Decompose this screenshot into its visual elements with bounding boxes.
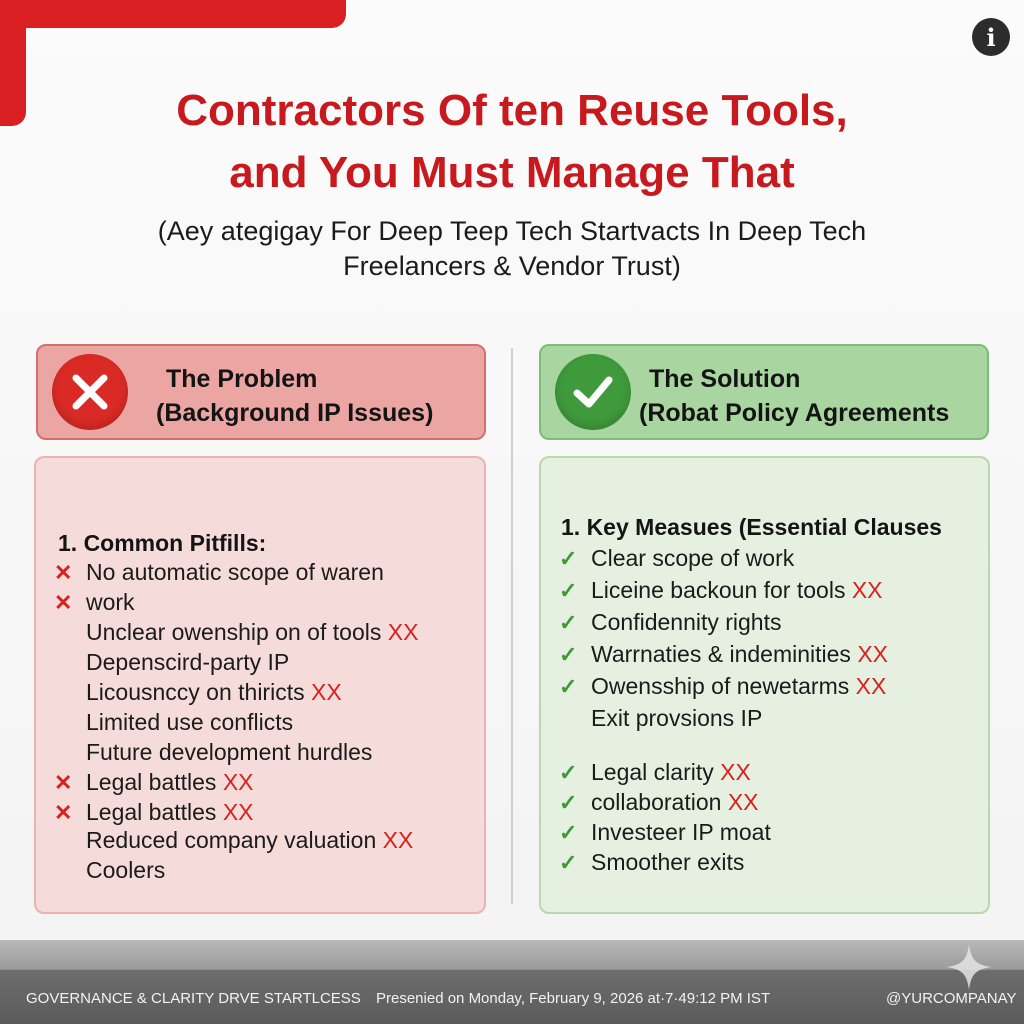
- list-item-text: Unclear owenship on of tools: [86, 619, 382, 645]
- list-item-text: Liceine backoun for tools: [591, 577, 846, 603]
- list-item-text: Legal battles: [86, 769, 217, 795]
- flag-label: XX: [222, 769, 254, 795]
- checkmark-icon: ✓: [559, 642, 578, 667]
- solution-header-title: [639, 362, 949, 430]
- list-item: [559, 544, 794, 573]
- checkmark-icon: ✓: [559, 546, 578, 571]
- footer-tagline: GOVERNANCE & CLARITY DRVE STARTLCESS: [26, 990, 361, 1007]
- sparkle-icon: [944, 942, 994, 992]
- list-item-text: Owensship of newetarms: [591, 673, 850, 699]
- list-item: [54, 648, 289, 676]
- solution-header-line-1: The Solution: [649, 365, 801, 393]
- list-item: [559, 576, 883, 605]
- checkmark-icon: ✓: [559, 820, 578, 845]
- flag-label: XX: [855, 673, 887, 699]
- flag-label: XX: [727, 789, 759, 815]
- problem-section-heading: 1. Common Pitfills:: [58, 530, 267, 556]
- list-item-text: Legal battles: [86, 799, 217, 825]
- footer-presented-date: Presenied on Monday, February 9, 2026 at·7·49:12 PM IST: [376, 990, 771, 1007]
- list-item-text: Smoother exits: [591, 849, 745, 875]
- checkmark-icon: ✓: [559, 790, 578, 815]
- list-item-text: Clear scope of work: [591, 545, 795, 571]
- list-item-text: Coolers: [86, 857, 166, 883]
- list-item: [559, 608, 782, 637]
- solution-header-card: [539, 344, 989, 440]
- list-item-text: Limited use conflicts: [86, 709, 294, 735]
- list-item: [559, 788, 759, 817]
- page-subtitle: [0, 214, 1024, 284]
- list-item: [559, 758, 751, 787]
- list-item: [559, 848, 744, 877]
- flag-label: XX: [310, 679, 342, 705]
- title-line-1: Contractors Of ten Reuse Tools,: [176, 86, 848, 135]
- problem-header-line-1: The Problem: [166, 365, 318, 393]
- list-item-text: Future development hurdles: [86, 739, 373, 765]
- list-item: [559, 818, 771, 847]
- list-item-text: Licousnccy on thiricts: [86, 679, 305, 705]
- flag-label: XX: [387, 619, 419, 645]
- checkmark-icon: ✓: [559, 610, 578, 635]
- top-accent-bar: [0, 0, 346, 28]
- flag-label: XX: [382, 827, 414, 853]
- problem-header-title: [156, 362, 433, 430]
- list-item-text: Investeer IP moat: [591, 819, 771, 845]
- info-icon[interactable]: i: [972, 18, 1010, 56]
- list-item: [559, 640, 888, 669]
- page-title: [0, 80, 1024, 204]
- column-divider: [511, 348, 513, 904]
- checkmark-icon: ✓: [559, 760, 578, 785]
- solution-header-line-2: (Robat Policy Agreements: [639, 399, 950, 427]
- x-mark-icon: ✕: [54, 590, 73, 615]
- list-item-text: Reduced company valuation: [86, 827, 377, 853]
- flag-label: XX: [851, 577, 883, 603]
- solution-body-card: [539, 456, 990, 914]
- subtitle-line-1: (Aey ategigay For Deep Teep Tech Startvacts In Deep Tech: [157, 216, 867, 246]
- problem-body-card: [34, 456, 486, 914]
- checkmark-icon: ✓: [559, 578, 578, 603]
- list-item: [54, 798, 254, 827]
- list-item-text: Legal clarity: [591, 759, 714, 785]
- list-item-text: Confidennity rights: [591, 609, 782, 635]
- list-item-text: No automatic scope of waren: [86, 559, 384, 585]
- problem-header-line-2: (Background IP Issues): [156, 399, 434, 427]
- solution-section-heading: 1. Key Measues (Essential Clauses: [561, 514, 942, 540]
- list-item: [54, 708, 293, 736]
- x-mark-icon: ✕: [54, 560, 73, 585]
- list-item-text: work: [86, 589, 135, 615]
- list-item: [559, 704, 762, 732]
- list-item: [54, 558, 384, 587]
- list-item: [54, 588, 135, 617]
- list-item: [54, 856, 165, 884]
- list-item: [54, 826, 413, 854]
- list-item-text: Warrnaties & indeminities: [591, 641, 851, 667]
- flag-label: XX: [720, 759, 751, 785]
- list-item: [54, 768, 254, 797]
- list-item-text: collaboration: [591, 789, 722, 815]
- list-item: [559, 672, 886, 701]
- list-item: [54, 738, 372, 766]
- list-item: [54, 618, 418, 646]
- flag-label: XX: [857, 641, 888, 667]
- x-mark-icon: ✕: [54, 800, 73, 825]
- title-line-2: and You Must Manage That: [229, 148, 795, 197]
- list-item: [54, 678, 342, 706]
- flag-label: XX: [222, 799, 254, 825]
- list-item-text: Depenscird-party IP: [86, 649, 290, 675]
- x-circle-icon: [52, 354, 128, 430]
- checkmark-icon: ✓: [559, 674, 578, 699]
- problem-header-card: [36, 344, 486, 440]
- footer-bar: [0, 940, 1024, 1024]
- checkmark-icon: ✓: [559, 850, 578, 875]
- subtitle-line-2: Freelancers & Vendor Trust): [343, 251, 681, 281]
- check-circle-icon: [555, 354, 631, 430]
- footer-handle: @YURCOMPANAY: [886, 990, 1017, 1007]
- list-item-text: Exit provsions IP: [591, 705, 763, 731]
- x-mark-icon: ✕: [54, 770, 73, 795]
